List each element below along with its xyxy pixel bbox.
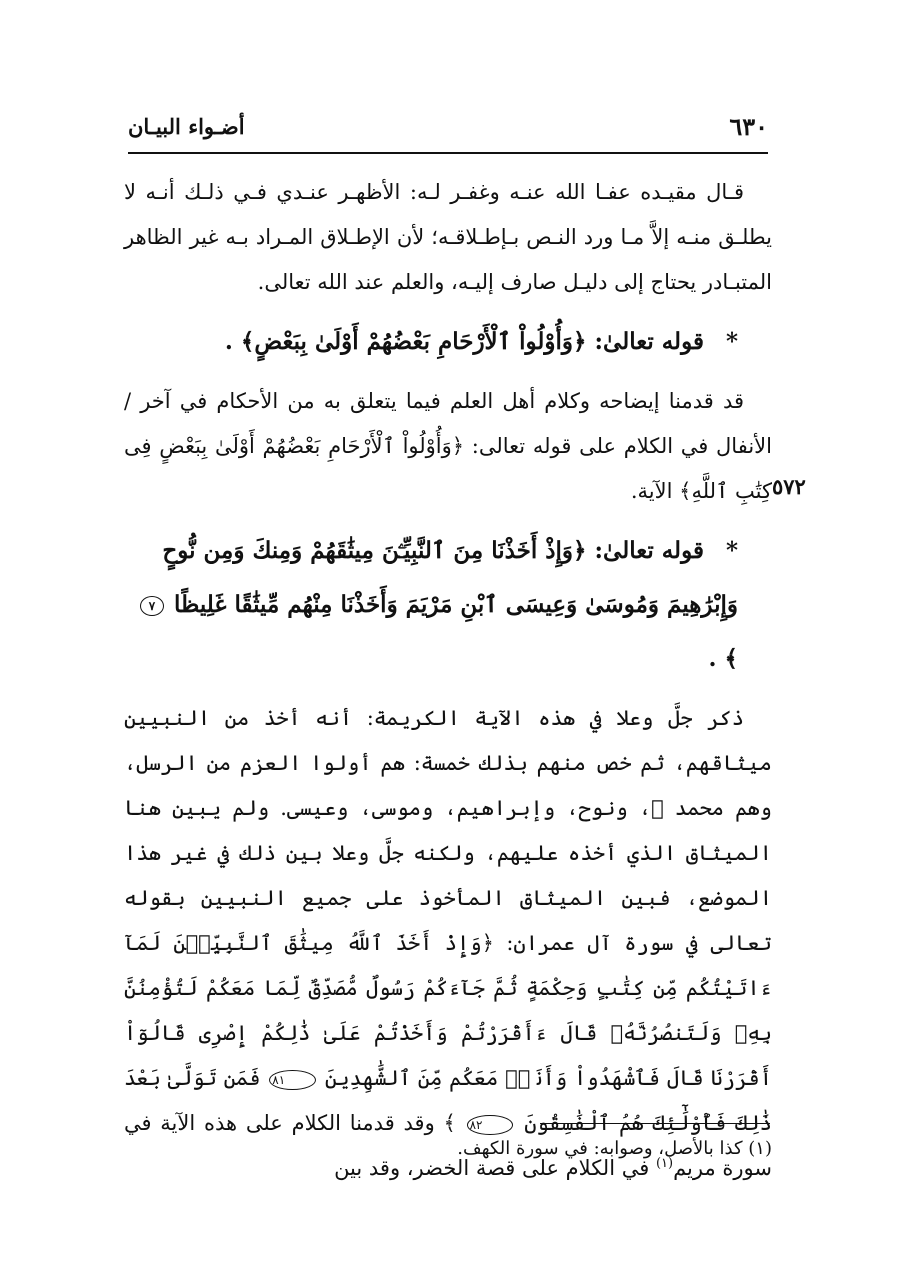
paragraph-2 [124,379,772,514]
margin-page-number: ٥٧٢ [772,474,806,499]
footnote-number: (١) [748,1138,772,1159]
quran-close: ﴾ [443,1111,456,1135]
quran-verse: ﴿وَإِذْ أَخَذَ ٱللَّهُ مِيثَٰقَ ٱلنَّبِيِّـۧنَ لَمَآ ءَاتَيْتُكُم مِّن كِتَٰبٍ وَحِكْمَةٍ ثُمَّ جَآءَكُمْ رَسُولٌ مُّصَدِّقٌ لِّمَا مَعَكُمْ لَتُؤْمِنُنَّ بِهِۦ وَلَتَنصُرُنَّهُۥ قَالَ ءَأَقْرَرْتُمْ وَأَخَذْتُمْ عَلَىٰ ذَٰلِكُمْ إِصْرِى قَالُوٓاْ أَقْرَرْنَا قَالَ فَٱشْهَدُواْ وَأَنَا۠ مَعَكُم مِّنَ ٱلشَّٰهِدِينَ [124,931,772,1090]
footnote-reference[interactable]: (١) [655,1156,674,1171]
quran-verse: ﴿وَأُوْلُواْ ٱلْأَرْحَامِ بَعْضُهُمْ أَوْلَىٰ بِبَعْضٍ فِى كِتَٰبِ ٱللَّهِ﴾ [124,434,772,503]
paragraph-2-end: الآية. [630,479,673,503]
paragraph-3-text: ذكر جلَّ وعلا في هذه الآية الكريمة: أنه أخذ من النبيين ميثاقهم، ثم خص منهم بذلك خمسة: هم أولوا العزم من الرسل، وهم محمد ﷺ، ونوح، وإبراهيم، وموسى، وعيسى. ولم يبين هنا الميثاق الذي أخذه عليهم، ولكنه جلَّ وعلا بين ذلك في غير هذا الموضع، فبين الميثاق المأخوذ على جميع النبيين بقوله تعالى في سورة آل عمران: [124,706,772,955]
section-heading-1 [124,315,772,369]
heading-label: قوله تعالىٰ: [594,328,704,355]
footnote-rule [540,1123,770,1124]
heading-star-icon: * [725,328,738,355]
page-number: ٦٣٠ [729,112,768,141]
section-heading-2 [124,524,772,686]
paragraph-3 [124,696,772,1191]
quran-verse: ﴿وَأُوْلُواْ ٱلْأَرْحَامِ بَعْضُهُمْ أَوْلَىٰ بِبَعْضٍ﴾ [240,328,587,355]
paragraph-3-text-2: وقد قدمنا الكلام على هذه الآية في سورة مريم [124,1111,772,1180]
footnote [124,1134,772,1164]
paragraph-1: قـال مقيـده عفـا الله عنـه وغفـر لـه: الأظهـر عنـدي فـي ذلـك أنـه لا يطلـق منـه إلاَّ مـا ورد النـص بـإطـلاقـه؛ لأن الإطـلاق المـراد بـه غير الظاهر المتبـادر يحتاج إلى دليـل صارف إليـه، والعلم عند الله تعالى. [124,180,772,294]
footnote-text: كذا بالأصل، وصوابه: في سورة الكهف. [457,1138,743,1159]
quran-verse: فَمَن تَوَلَّىٰ بَعْدَ ذَٰلِكَ فَأُوْلَٰٓئِكَ هُمُ ٱلْفَٰسِقُونَ [124,1066,772,1135]
page-header [128,108,768,154]
ayah-number-badge: ٧ [140,596,164,616]
heading-end: . [224,328,233,355]
book-title: أضـواء البيـان [128,114,245,139]
page-body [124,170,772,1191]
paragraph-2-text: قد قدمنا إيضاحه وكلام أهل العلم فيما يتعلق به من الأحكام في آخر / الأنفال في الكلام على قوله تعالى: [124,389,772,458]
paragraph-3-text-3: في الكلام على قصة الخضر، وقد بين [334,1156,650,1180]
heading-end: ﴾ . [708,645,738,672]
quran-verse: ﴿وَإِذْ أَخَذْنَا مِنَ ٱلنَّبِيِّـۧنَ مِيثَٰقَهُمْ وَمِنكَ وَمِن نُّوحٍ وَإِبْرَٰهِيمَ وَمُوسَىٰ وَعِيسَى ٱبْنِ مَرْيَمَ وَأَخَذْنَا مِنْهُم مِّيثَٰقًا غَلِيظًا [162,537,738,618]
header-rule [128,152,768,154]
ayah-number-badge: ٨٢ [467,1115,514,1135]
heading-star-icon: * [725,537,738,564]
ayah-number-badge: ٨١ [269,1070,316,1090]
heading-label: قوله تعالىٰ: [594,537,704,564]
